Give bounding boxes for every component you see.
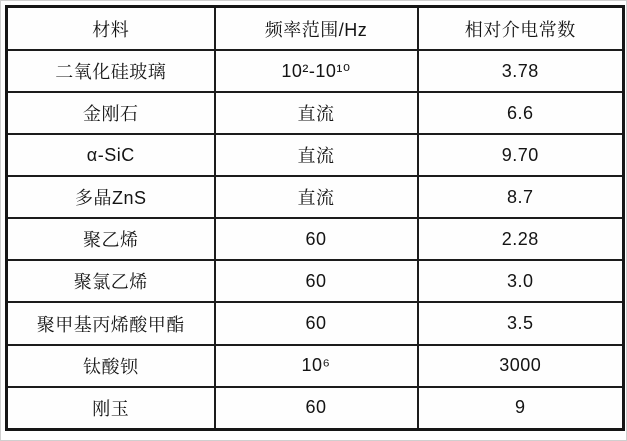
cell-dielectric-constant: 8.7 <box>418 176 624 218</box>
cell-dielectric-constant: 9.70 <box>418 134 624 176</box>
cell-material: 金刚石 <box>7 92 215 134</box>
cell-material: α-SiC <box>7 134 215 176</box>
cell-dielectric-constant: 6.6 <box>418 92 624 134</box>
table-header <box>7 7 624 51</box>
header-row <box>7 7 624 51</box>
cell-frequency: 直流 <box>215 176 418 218</box>
cell-material: 聚甲基丙烯酸甲酯 <box>7 302 215 344</box>
cell-dielectric-constant: 3.78 <box>418 50 624 92</box>
table-body <box>7 50 624 430</box>
table-row <box>7 50 624 92</box>
cell-material: 多晶ZnS <box>7 176 215 218</box>
cell-material: 刚玉 <box>7 387 215 430</box>
dielectric-constants-table <box>5 5 625 431</box>
column-header-relative-dielectric-constant: 相对介电常数 <box>418 7 624 51</box>
cell-frequency: 直流 <box>215 134 418 176</box>
cell-material: 钛酸钡 <box>7 345 215 387</box>
cell-dielectric-constant: 2.28 <box>418 218 624 260</box>
cell-material: 聚乙烯 <box>7 218 215 260</box>
cell-dielectric-constant: 3.0 <box>418 260 624 302</box>
cell-material: 二氧化硅玻璃 <box>7 50 215 92</box>
table-row <box>7 92 624 134</box>
cell-frequency: 10⁶ <box>215 345 418 387</box>
column-header-frequency-range: 频率范围/Hz <box>215 7 418 51</box>
cell-frequency: 直流 <box>215 92 418 134</box>
cell-frequency: 10²-10¹⁰ <box>215 50 418 92</box>
cell-dielectric-constant: 3.5 <box>418 302 624 344</box>
table-row <box>7 302 624 344</box>
column-header-material: 材料 <box>7 7 215 51</box>
table-row <box>7 345 624 387</box>
table-row <box>7 218 624 260</box>
cell-frequency: 60 <box>215 302 418 344</box>
table-row <box>7 387 624 430</box>
table-row <box>7 260 624 302</box>
cell-frequency: 60 <box>215 218 418 260</box>
table-row <box>7 176 624 218</box>
cell-frequency: 60 <box>215 387 418 430</box>
table-row <box>7 134 624 176</box>
cell-dielectric-constant: 3000 <box>418 345 624 387</box>
cell-dielectric-constant: 9 <box>418 387 624 430</box>
cell-frequency: 60 <box>215 260 418 302</box>
cell-material: 聚氯乙烯 <box>7 260 215 302</box>
